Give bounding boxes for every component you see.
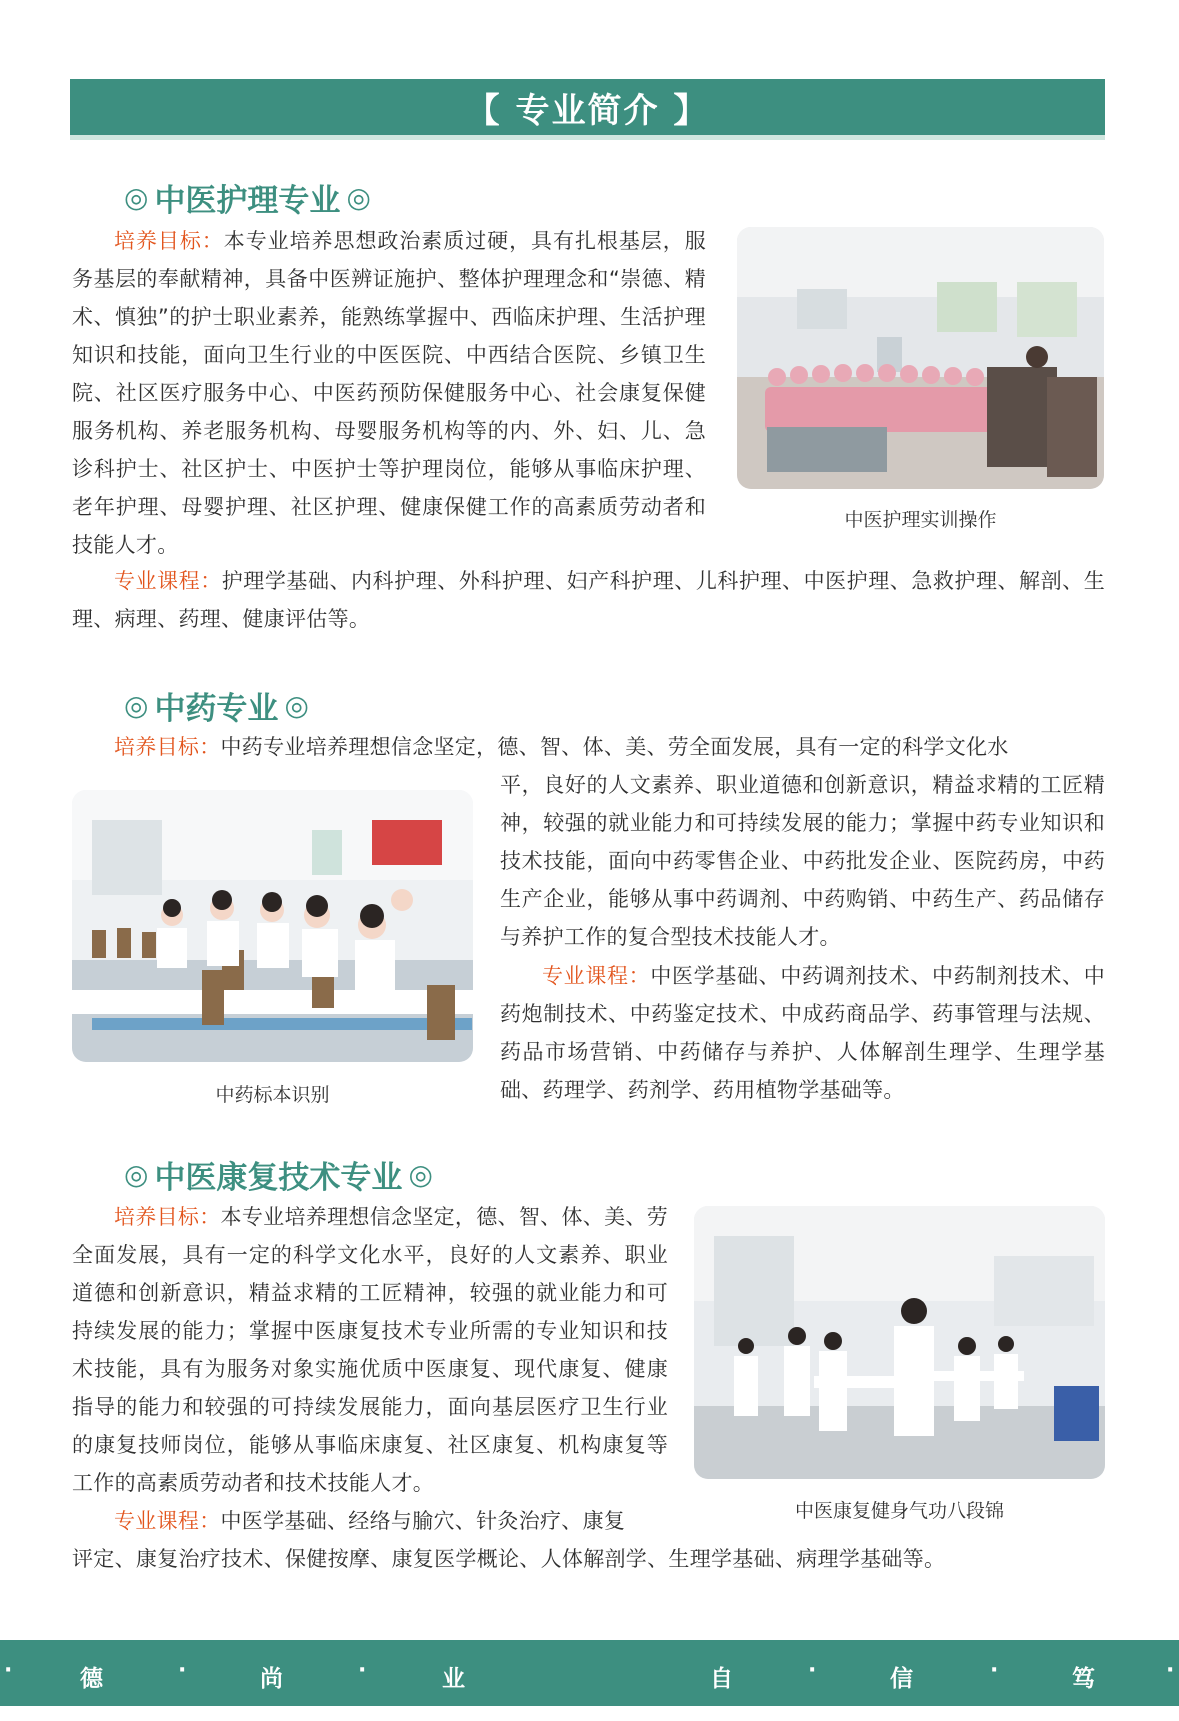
section-title-text: 中医康复技术专业 xyxy=(154,1160,403,1196)
circle-marker-icon: ◎ xyxy=(284,689,309,722)
footer-separator: · xyxy=(1166,1658,1175,1683)
footer-separator: · xyxy=(808,1658,817,1683)
photo-herb-specimen xyxy=(72,790,473,1062)
goal-text-first: 中药专业培养理想信念坚定，德、智、体、美、劳全面发展，具有一定的科学文化水 xyxy=(220,735,1009,759)
footer-motto-char: 德 xyxy=(80,1666,103,1692)
goal-text: 本专业培养理想信念坚定，德、智、体、美、劳全面发展，具有一定的科学文化水平，良好的人文素养、职业道德和创新意识，精益求精的工匠精神，较强的就业能力和可持续发展的能力；掌握中医康复技术专业所需的专业知识和技术技能，具有为服务对象实施优质中医康复、现代康复、健康指导的能力和较强的可持续发展能力，面向基层医疗卫生行业的康复技师岗位，能够从事临床康复、社区康复、机构康复等工作的高素质劳动者和技术技能人才。 xyxy=(72,1205,668,1495)
banner-underline xyxy=(70,135,1105,140)
footer-motto-char: 笃 xyxy=(1072,1666,1095,1692)
section-title-text: 中医护理专业 xyxy=(154,183,341,219)
photo-nursing-training xyxy=(737,227,1104,489)
section-title-text: 中药专业 xyxy=(154,691,279,727)
circle-marker-icon: ◎ xyxy=(124,689,149,722)
course-paragraph-chinese-medicine xyxy=(500,957,1105,1109)
goal-text-rest: 平，良好的人文素养、职业道德和创新意识，精益求精的工匠精神，较强的就业能力和可持续发展的能力；掌握中药专业知识和技术技能，面向中药零售企业、中药批发企业、医院药房，中药生产企业，能够从事中药调剂、中药购销、中药生产、药品储存与养护工作的复合型技术技能人才。 xyxy=(500,773,1105,949)
goal-paragraph-rest xyxy=(500,766,1105,956)
goal-label: 培养目标： xyxy=(114,735,221,759)
photo-caption: 中医护理实训操作 xyxy=(844,509,997,531)
course-paragraph-tcm-nursing xyxy=(72,562,1105,638)
photo-caption: 中医康复健身气功八段锦 xyxy=(794,1500,1004,1522)
circle-marker-icon: ◎ xyxy=(124,181,149,214)
course-text: 中医学基础、中药调剂技术、中药制剂技术、中药炮制技术、中药鉴定技术、中成药商品学、药事管理与法规、药品市场营销、中药储存与养护、人体解剖生理学、生理学基础、药理学、药剂学、药用植物学基础等。 xyxy=(500,964,1105,1102)
footer-motto-bar xyxy=(0,1640,1179,1706)
photo-baduanjin xyxy=(694,1206,1105,1479)
circle-marker-icon: ◎ xyxy=(408,1158,433,1191)
footer-separator: · xyxy=(4,1658,13,1683)
footer-separator: · xyxy=(178,1658,187,1683)
exercise-photo-illustration xyxy=(694,1206,1105,1479)
section-title-chinese-medicine xyxy=(118,683,315,728)
footer-motto-char: 信 xyxy=(890,1666,913,1692)
section-title-tcm-nursing xyxy=(118,175,377,220)
course-text: 护理学基础、内科护理、外科护理、妇产科护理、儿科护理、中医护理、急救护理、解剖、生理、病理、药理、健康评估等。 xyxy=(72,569,1106,631)
footer-motto-char: 业 xyxy=(442,1666,465,1692)
circle-marker-icon: ◎ xyxy=(346,181,371,214)
goal-label: 培养目标： xyxy=(114,1205,221,1229)
banner-title: 【 专业简介 】 xyxy=(465,90,710,131)
goal-label: 培养目标： xyxy=(114,229,224,253)
footer-separator: · xyxy=(358,1658,367,1683)
course-label: 专业课程： xyxy=(114,569,222,593)
goal-text: 本专业培养思想政治素质过硬，具有扎根基层，服务基层的奉献精神，具备中医辨证施护、整体护理理念和“崇德、精术、慎独”的护士职业素养，能熟练掌握中、西临床护理、生活护理知识和技能，面向卫生行业的中医医院、中西结合医院、乡镇卫生院、社区医疗服务中心、中医药预防保健服务中心、社会康复保健服务机构、养老服务机构、母婴服务机构等的内、外、妇、儿、急诊科护士、社区护士、中医护士等护理岗位，能够从事临床护理、老年护理、母婴护理、社区护理、健康保健工作的高素质劳动者和技能人才。 xyxy=(72,229,706,557)
classroom-photo-illustration xyxy=(737,227,1104,489)
section-banner xyxy=(70,79,1105,135)
goal-paragraph-first-line xyxy=(72,728,1105,766)
course-paragraph-rest xyxy=(72,1540,1105,1578)
circle-marker-icon: ◎ xyxy=(124,1158,149,1191)
footer-separator: · xyxy=(990,1658,999,1683)
course-text-rest: 评定、康复治疗技术、保健按摩、康复医学概论、人体解剖学、生理学基础、病理学基础等。 xyxy=(72,1547,946,1571)
goal-paragraph-tcm-nursing xyxy=(72,222,706,564)
footer-motto-char: 自 xyxy=(710,1666,733,1692)
course-text-first: 中医学基础、经络与腧穴、针灸治疗、康复 xyxy=(220,1509,626,1533)
course-paragraph-first-line xyxy=(72,1502,668,1540)
lab-photo-illustration xyxy=(72,790,473,1062)
course-label: 专业课程： xyxy=(114,1509,221,1533)
footer-motto-char: 尚 xyxy=(260,1666,283,1692)
photo-caption: 中药标本识别 xyxy=(215,1084,330,1106)
course-label: 专业课程： xyxy=(542,964,651,988)
section-title-tcm-rehab xyxy=(118,1152,439,1197)
goal-paragraph-tcm-rehab xyxy=(72,1198,668,1502)
